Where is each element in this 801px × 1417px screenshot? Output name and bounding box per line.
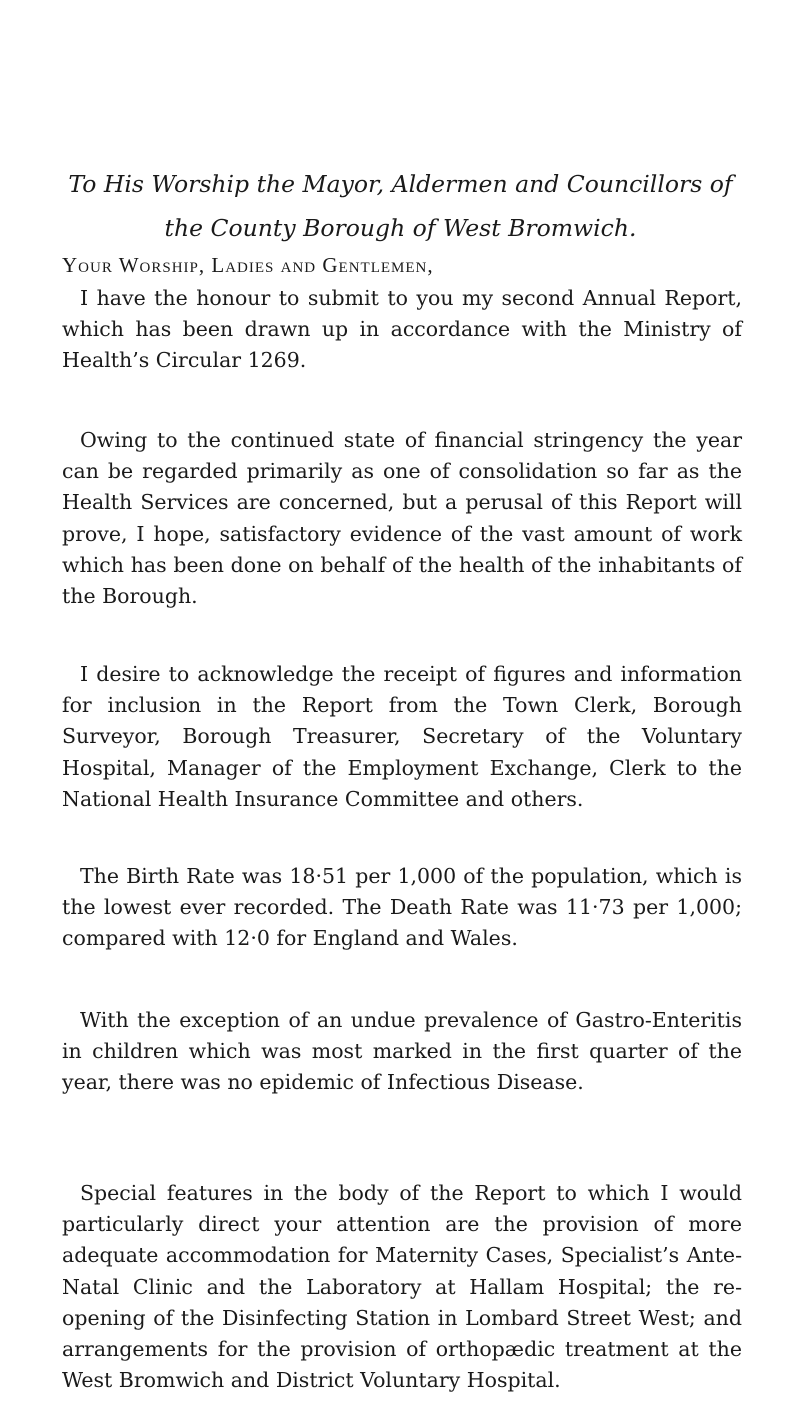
paragraph-6-text: Special features in the body of the Report to which I would particularly direct your attention are the provision of more adequate accommodation for Maternity Cases, Specialist’s Ante-Natal Clinic and the Laboratory at Hallam Hospital; the re-opening of the Disinfecting Station in Lombard Street West; and arrangements for the provision of orthopædic treatment at the West Bromwich and District Voluntary Hospital. — [62, 1181, 742, 1393]
paragraph-5-text: With the exception of an undue prevalence of Gastro-Enteritis in children which was most marked in the first quarter of the year, there was no epidemic of Infectious Disease. — [62, 1008, 742, 1095]
salutation: Your Worship, Ladies and Gentlemen, — [62, 253, 434, 277]
paragraph-6 — [62, 1178, 742, 1396]
paragraph-4-text: The Birth Rate was 18·51 per 1,000 of the population, which is the lowest ever recorded. The Death Rate was 11·73 per 1,000; compared with 12·0 for England and Wales. — [62, 864, 742, 951]
address-line-2: the County Borough of West Bromwich. — [164, 214, 637, 242]
paragraph-1 — [62, 283, 742, 377]
paragraph-1-text: I have the honour to submit to you my second Annual Report, which has been drawn up in accordance with the Ministry of Health’s Circular 1269. — [62, 286, 742, 373]
paragraph-3-text: I desire to acknowledge the receipt of figures and information for inclusion in the Report from the Town Clerk, Borough Surveyor, Borough Treasurer, Secretary of the Voluntary Hospital, Manager of the Employment Exchange, Clerk to the National Health Insurance Committee and others. — [62, 662, 742, 811]
paragraph-4 — [62, 861, 742, 955]
address-block — [0, 162, 801, 250]
address-line-1: To His Worship the Mayor, Aldermen and Councillors of — [68, 170, 733, 198]
paragraph-2-text: Owing to the continued state of financial stringency the year can be regarded primarily as one of consolidation so far as the Health Services are concerned, but a perusal of this Report will prove, I hope, satisfactory evidence of the vast amount of work which has been done on behalf of the health of the inhabitants of the Borough. — [62, 428, 742, 609]
paragraph-3 — [62, 659, 742, 815]
paragraph-5 — [62, 1005, 742, 1099]
paragraph-2 — [62, 425, 742, 612]
